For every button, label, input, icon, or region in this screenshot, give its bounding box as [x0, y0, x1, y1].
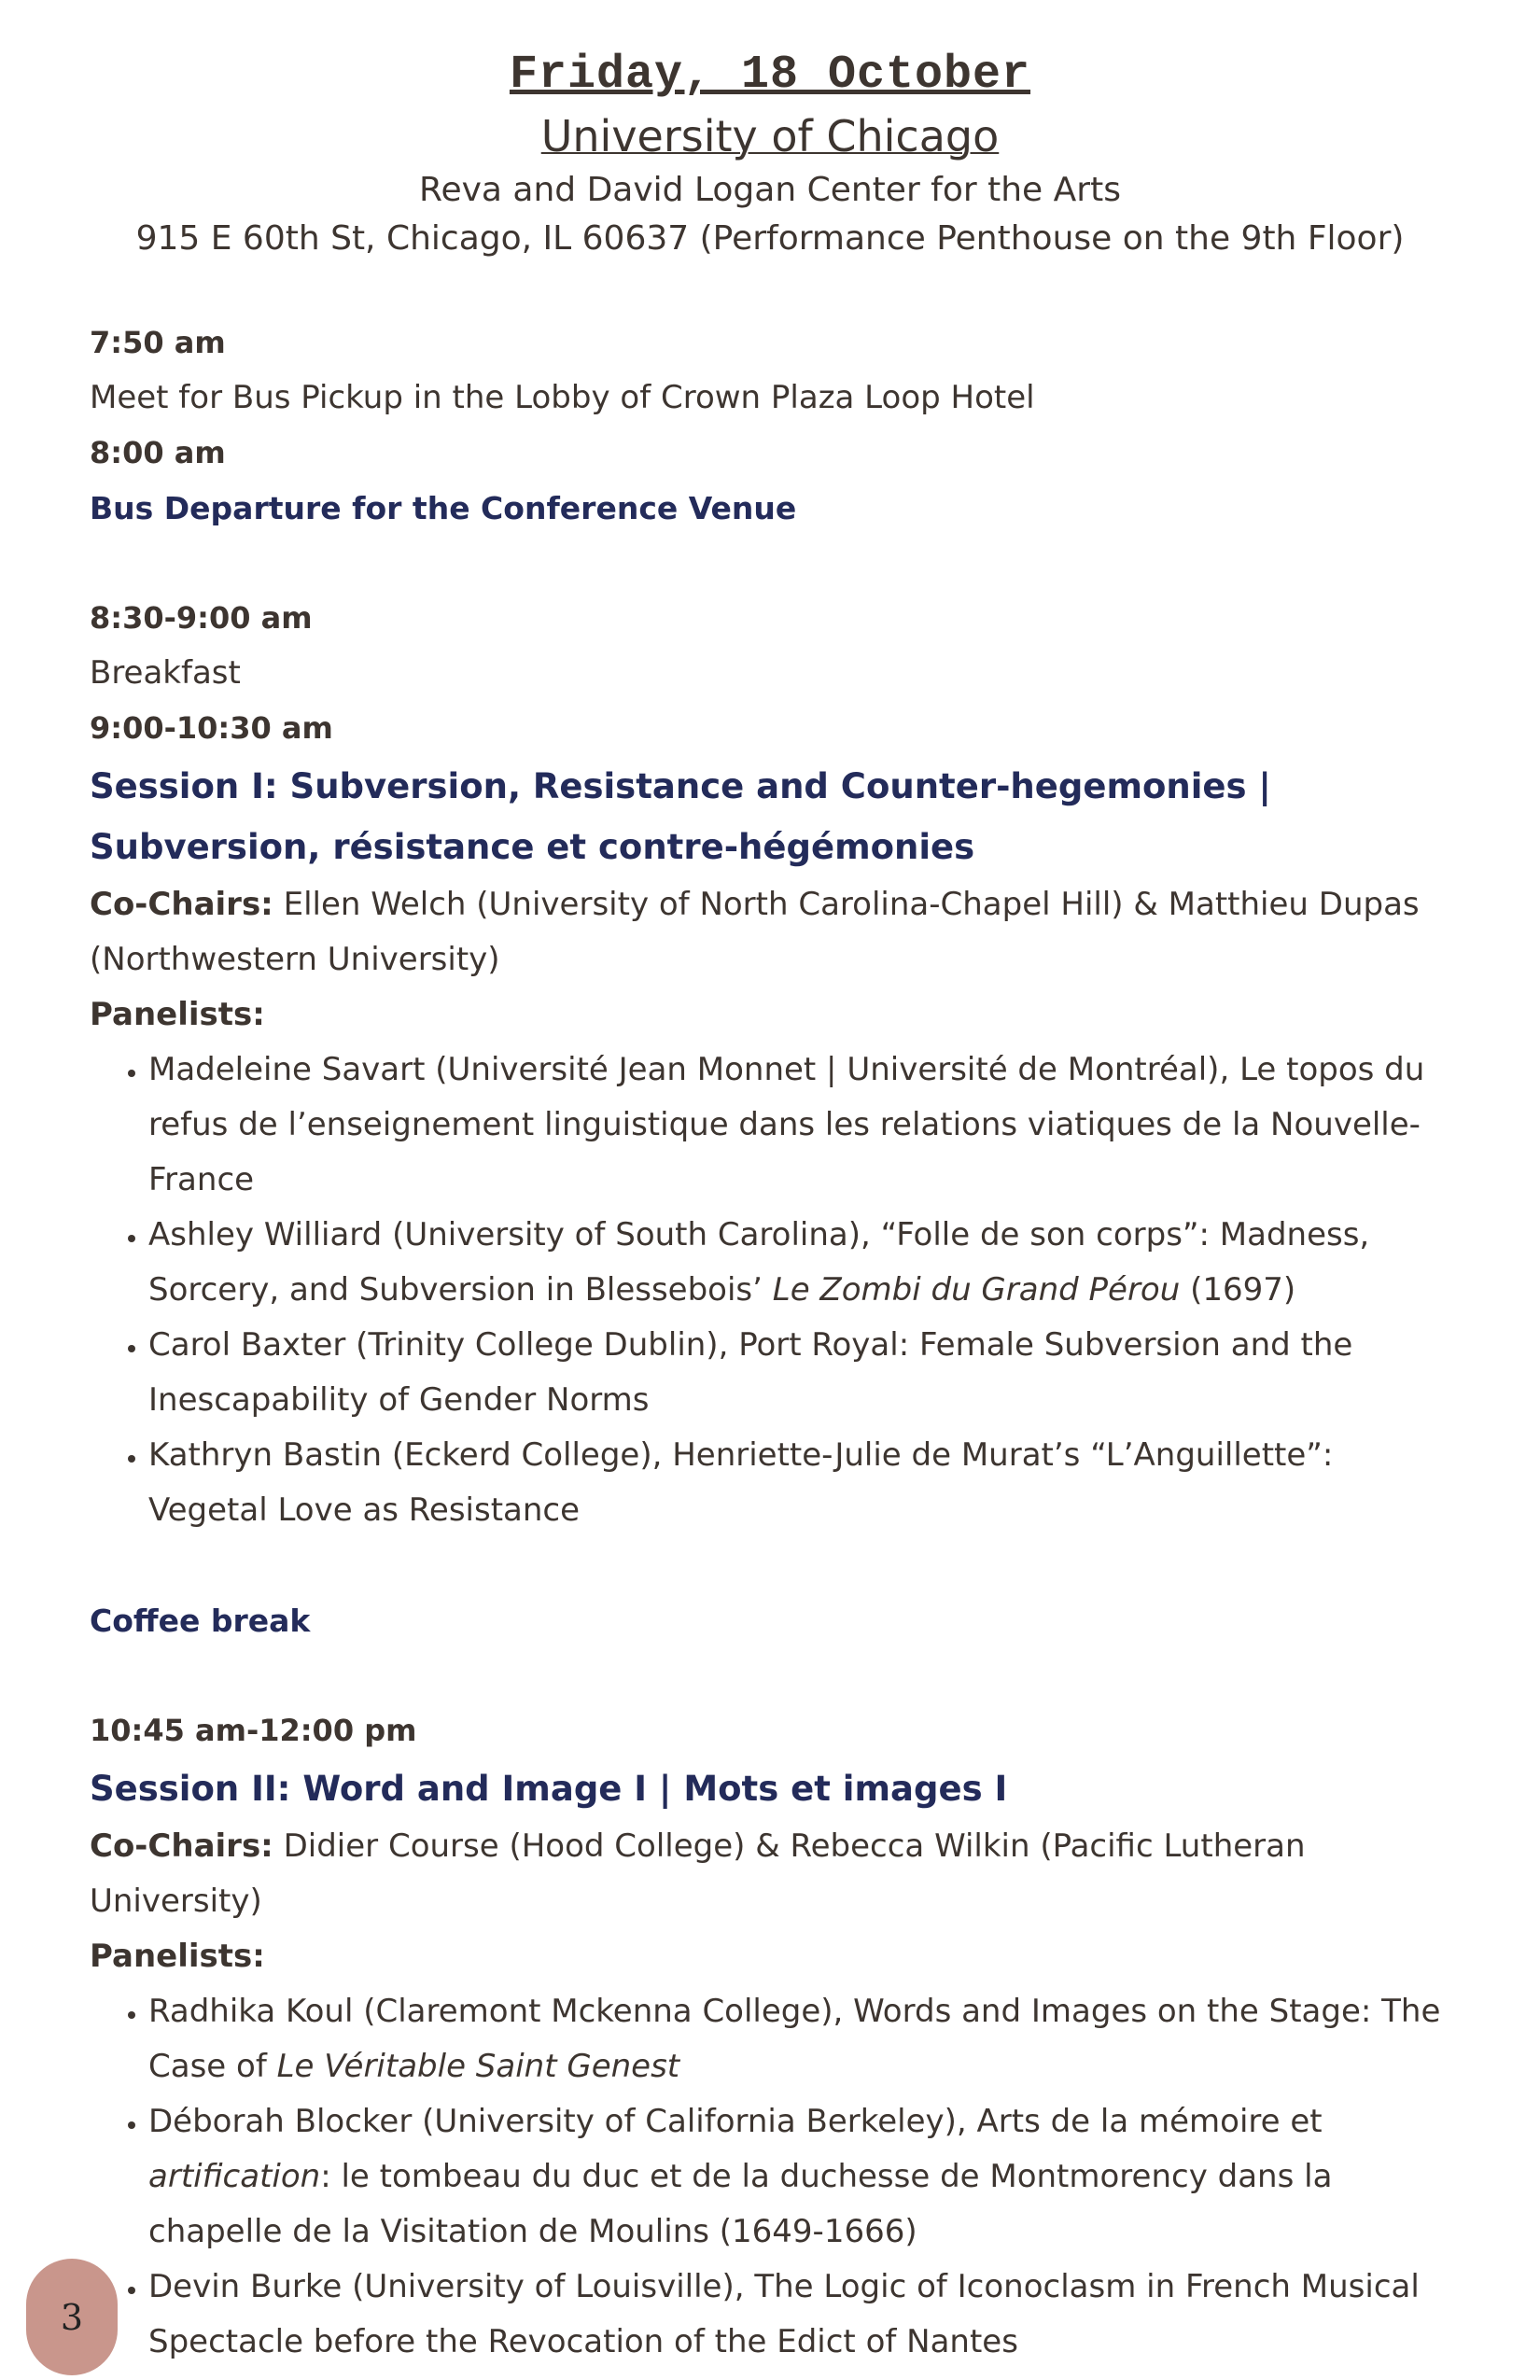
- panelist-entry: Devin Burke (University of Louisville), The Logic of Iconoclasm in French Musical Spectacle before the Revocation of the Edict of Nantes: [148, 2268, 1420, 2360]
- time-label: 8:30-9:00 am: [90, 600, 313, 636]
- panelist-list: [90, 1043, 1456, 1538]
- list-item: [148, 2260, 1456, 2370]
- panelist-entry: Ashley Williard (University of South Carolina), “Folle de son corps”: Madness, Sorcery, and Subversion in Blessebois’: [148, 1216, 1370, 1309]
- cochairs-names: Didier Course (Hood College) & Rebecca Wilkin (Pacific Lutheran University): [90, 1827, 1306, 1920]
- time-label: 8:00 am: [90, 435, 226, 470]
- venue-title: University of Chicago: [540, 111, 1000, 161]
- work-title: Le Zombi du Grand Pérou: [772, 1271, 1181, 1309]
- panelist-entry: Carol Baxter (Trinity College Dublin), Port Royal: Female Subversion and the Inescapability of Gender Norms: [148, 1326, 1353, 1419]
- panelists-label: Panelists:: [90, 1938, 265, 1975]
- cochairs-label: Co-Chairs:: [90, 886, 273, 923]
- italic-term: artification: [148, 2158, 321, 2195]
- panelist-entry-end: : le tombeau du duc et de la duchesse de Montmorency dans la chapelle de la Visitation de Moulins (1649-1666): [148, 2158, 1333, 2250]
- session-title: Session I: Subversion, Resistance and Counter-hegemonies | Subversion, résistance et contre-hégémonies: [90, 766, 1271, 867]
- venue-address: 915 E 60th St, Chicago, IL 60637 (Performance Penthouse on the 9th Floor): [135, 219, 1405, 258]
- list-item: [148, 1318, 1456, 1428]
- day-title: Friday, 18 October: [509, 49, 1031, 102]
- time-label: 7:50 am: [90, 325, 226, 360]
- schedule: [90, 315, 1456, 2370]
- session-title: Session II: Word and Image I | Mots et images I: [90, 1769, 1008, 1809]
- list-item: [148, 1984, 1456, 2094]
- page-number-badge: 3: [26, 2259, 118, 2375]
- event-text: Meet for Bus Pickup in the Lobby of Crown Plaza Loop Hotel: [90, 379, 1035, 416]
- event-text: Breakfast: [90, 654, 241, 692]
- work-title: Le Véritable Saint Genest: [276, 2048, 680, 2085]
- panelist-entry: Madeleine Savart (Université Jean Monnet | Université de Montréal), Le topos du refus de l’enseignement linguistique dans les relations viatiques de la Nouvelle-France: [148, 1051, 1425, 1198]
- list-item: [148, 1208, 1456, 1318]
- time-label: 10:45 am-12:00 pm: [90, 1713, 417, 1748]
- cochairs-names: Ellen Welch (University of North Carolina-Chapel Hill) & Matthieu Dupas (Northwestern University): [90, 886, 1420, 978]
- coffee-break: Coffee break: [90, 1603, 311, 1639]
- event-heading: Bus Departure for the Conference Venue: [90, 490, 797, 526]
- panelist-entry: Kathryn Bastin (Eckerd College), Henriette-Julie de Murat’s “L’Anguillette”: Vegetal Love as Resistance: [148, 1436, 1334, 1529]
- cochairs: [90, 1819, 1456, 1929]
- building-name: Reva and David Logan Center for the Arts: [419, 171, 1121, 209]
- time-label: 9:00-10:30 am: [90, 710, 333, 746]
- list-item: [148, 2094, 1456, 2260]
- cochairs: [90, 877, 1456, 987]
- panelist-entry-end: (1697): [1180, 1271, 1296, 1309]
- panelists-label: Panelists:: [90, 996, 265, 1033]
- list-item: [148, 1043, 1456, 1208]
- cochairs-label: Co-Chairs:: [90, 1827, 273, 1865]
- panelist-entry: Radhika Koul (Claremont Mckenna College), Words and Images on the Stage: The Case of: [148, 1993, 1441, 2085]
- panelist-list: [90, 1984, 1456, 2370]
- page-header: [0, 0, 1540, 263]
- panelist-entry: Déborah Blocker (University of California Berkeley), Arts de la mémoire et: [148, 2103, 1323, 2140]
- list-item: [148, 1428, 1456, 1538]
